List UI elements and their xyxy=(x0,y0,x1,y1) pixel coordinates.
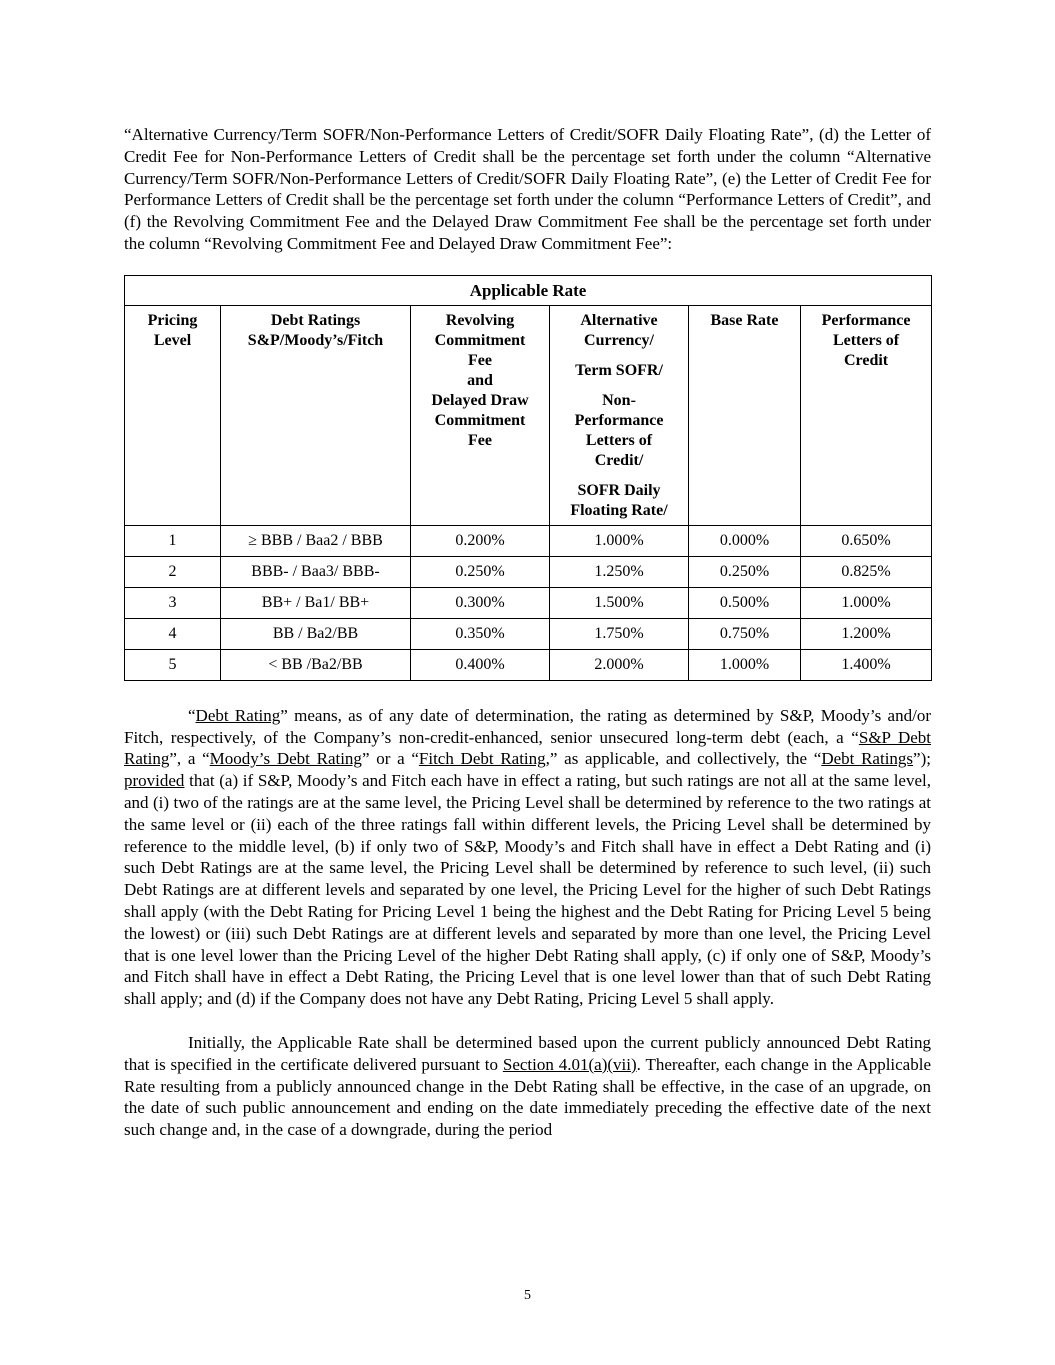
text-run: ”, a “ xyxy=(169,749,210,769)
header-line: Letters of xyxy=(585,431,653,449)
cell-alternative-rate: 1.250% xyxy=(550,556,689,587)
cell-pricing-level: 3 xyxy=(125,587,221,618)
table-title: Applicable Rate xyxy=(125,275,932,305)
cell-pricing-level: 1 xyxy=(125,525,221,556)
applicable-rate-table xyxy=(124,275,932,681)
header-performance-letters xyxy=(801,305,932,525)
header-line: and xyxy=(467,371,493,389)
cell-base-rate: 1.000% xyxy=(689,649,801,680)
text-run: “ xyxy=(188,705,196,725)
cell-base-rate: 0.250% xyxy=(689,556,801,587)
cell-alternative-rate: 1.500% xyxy=(550,587,689,618)
table-row xyxy=(125,525,932,556)
table-row xyxy=(125,649,932,680)
table-row xyxy=(125,556,932,587)
header-line: SOFR Daily xyxy=(577,481,661,499)
cell-revolving-fee: 0.300% xyxy=(411,587,550,618)
defined-term-debt-ratings: Debt Ratings xyxy=(821,749,914,769)
cell-alternative-rate: 1.750% xyxy=(550,618,689,649)
document-page xyxy=(124,124,931,1141)
header-line: Debt Ratings xyxy=(270,311,361,329)
header-line: Fee xyxy=(468,431,492,449)
text-run: ” means, as of any date of determination, the rating as determined by S&P, Moody’s and/or Fitch, respectively, of the Company’s non-credit-enhanced, senior unsecured long-term debt (each, a “ xyxy=(124,705,931,747)
header-line: Currency/ xyxy=(584,331,654,349)
cell-pricing-level: 5 xyxy=(125,649,221,680)
header-line: Letters of xyxy=(832,331,900,349)
cell-pricing-level: 4 xyxy=(125,618,221,649)
cell-revolving-fee: 0.400% xyxy=(411,649,550,680)
cell-revolving-fee: 0.350% xyxy=(411,618,550,649)
cell-revolving-fee: 0.200% xyxy=(411,525,550,556)
cell-revolving-fee: 0.250% xyxy=(411,556,550,587)
cell-performance: 1.200% xyxy=(801,618,932,649)
cell-debt-ratings: ≥ BBB / Baa2 / BBB xyxy=(221,525,411,556)
header-line: Performance xyxy=(821,311,911,329)
table-row xyxy=(125,618,932,649)
header-pricing-level xyxy=(125,305,221,525)
defined-term-debt-rating: Debt Rating xyxy=(195,705,281,725)
defined-term-fitch-debt-rating: Fitch Debt Rating xyxy=(418,749,546,769)
header-line: Floating Rate/ xyxy=(570,501,668,519)
cell-alternative-rate: 1.000% xyxy=(550,525,689,556)
page-number: 5 xyxy=(524,1288,531,1303)
cell-performance: 0.650% xyxy=(801,525,932,556)
debt-rating-definition xyxy=(124,705,931,1010)
intro-paragraph: “Alternative Currency/Term SOFR/Non-Performance Letters of Credit/SOFR Daily Floating Rate”, (d) the Letter of Credit Fee for Non-Performance Letters of Credit shall be the percentage set forth under the column “Alternative Currency/Term SOFR/Non-Performance Letters of Credit/SOFR Daily Floating Rate”, (e) the Letter of Credit Fee for Performance Letters of Credit shall be the percentage set forth under the column “Performance Letters of Credit”, and (f) the Revolving Commitment Fee and the Delayed Draw Commitment Fee shall be the percentage set forth under the column “Revolving Commitment Fee and Delayed Draw Commitment Fee”: xyxy=(124,125,931,253)
cell-debt-ratings: BBB- / Baa3/ BBB- xyxy=(221,556,411,587)
cell-base-rate: 0.000% xyxy=(689,525,801,556)
cell-base-rate: 0.750% xyxy=(689,618,801,649)
header-line: Credit/ xyxy=(594,451,644,469)
term-provided: provided xyxy=(124,771,185,791)
cell-debt-ratings: < BB /Ba2/BB xyxy=(221,649,411,680)
header-alternative-currency xyxy=(550,305,689,525)
text-run: ,” as applicable, and collectively, the “ xyxy=(545,749,822,769)
header-line: Delayed Draw xyxy=(431,391,529,409)
cell-performance: 0.825% xyxy=(801,556,932,587)
header-line: Commitment xyxy=(434,411,526,429)
header-line: Pricing xyxy=(147,311,198,329)
table-title-row xyxy=(125,275,932,305)
text-run: ”); xyxy=(913,749,931,769)
header-line: Non- xyxy=(602,391,636,409)
cell-debt-ratings: BB+ / Ba1/ BB+ xyxy=(221,587,411,618)
section-reference: Section 4.01(a)(vii) xyxy=(502,1054,637,1074)
header-line: Credit xyxy=(843,351,889,369)
header-line: S&P/Moody’s/Fitch xyxy=(247,331,384,349)
cell-performance: 1.000% xyxy=(801,587,932,618)
header-revolving-commitment-fee xyxy=(411,305,550,525)
cell-alternative-rate: 2.000% xyxy=(550,649,689,680)
table-row xyxy=(125,587,932,618)
applicable-rate-paragraph xyxy=(124,1032,931,1141)
header-line: Commitment xyxy=(434,331,526,349)
table-header-row xyxy=(125,305,932,525)
text-run: ” or a “ xyxy=(361,749,419,769)
header-line: Alternative xyxy=(580,311,658,329)
header-line: Revolving xyxy=(445,311,515,329)
header-line: Performance xyxy=(574,411,664,429)
text-run: that (a) if S&P, Moody’s and Fitch each have in effect a rating, but such ratings are not all at the same level, and (i) two of the ratings are at the same level, the Pricing Level shall be determined by reference to the two ratings at the same level or (ii) each of the three ratings fall within different levels, the Pricing Level shall be determined by reference to the middle level, (b) if only two of S&P, Moody’s and Fitch shall have in effect a Debt Rating and (i) such Debt Ratings are at the same level, the Pricing Level shall be determined by reference to such level, (ii) such Debt Ratings are at different levels and separated by one level, the Pricing Level for the higher of such Debt Ratings shall apply (with the Debt Rating for Pricing Level 1 being the highest and the Debt Rating for Pricing Level 5 being the lowest) or (iii) such Debt Ratings are at different levels and separated by more than one level, the Pricing Level that is one level lower than the Pricing Level of the higher Debt Rating shall apply, (c) if only one of S&P, Moody’s and Fitch shall have in effect a Debt Rating, the Pricing Level that is one level lower than that of such Debt Rating shall apply; and (d) if the Company does not have any Debt Rating, Pricing Level 5 shall apply. xyxy=(124,771,931,1009)
header-line: Fee xyxy=(468,351,492,369)
cell-performance: 1.400% xyxy=(801,649,932,680)
header-line: Level xyxy=(153,331,192,349)
text-run: Initially, the Applicable Rate shall be determined based upon the current publicly announced Debt Rating that is specified in the certificate delivered pursuant to xyxy=(124,1032,931,1074)
defined-term-moodys-debt-rating: Moody’s Debt Rating xyxy=(209,749,362,769)
text-run: . Thereafter, each change in the Applicable Rate resulting from a publicly announced change in the Debt Rating shall be effective, in the case of an upgrade, on the date of such public announcement and ending on the date immediately preceding the effective date of the next such change and, in the case of a downgrade, during the period xyxy=(124,1054,931,1140)
defined-term-sp-debt-rating: S&P Debt Rating xyxy=(124,727,932,769)
cell-debt-ratings: BB / Ba2/BB xyxy=(221,618,411,649)
header-line: Term SOFR/ xyxy=(575,361,663,379)
cell-pricing-level: 2 xyxy=(125,556,221,587)
header-base-rate: Base Rate xyxy=(689,305,801,525)
cell-base-rate: 0.500% xyxy=(689,587,801,618)
header-debt-ratings xyxy=(221,305,411,525)
